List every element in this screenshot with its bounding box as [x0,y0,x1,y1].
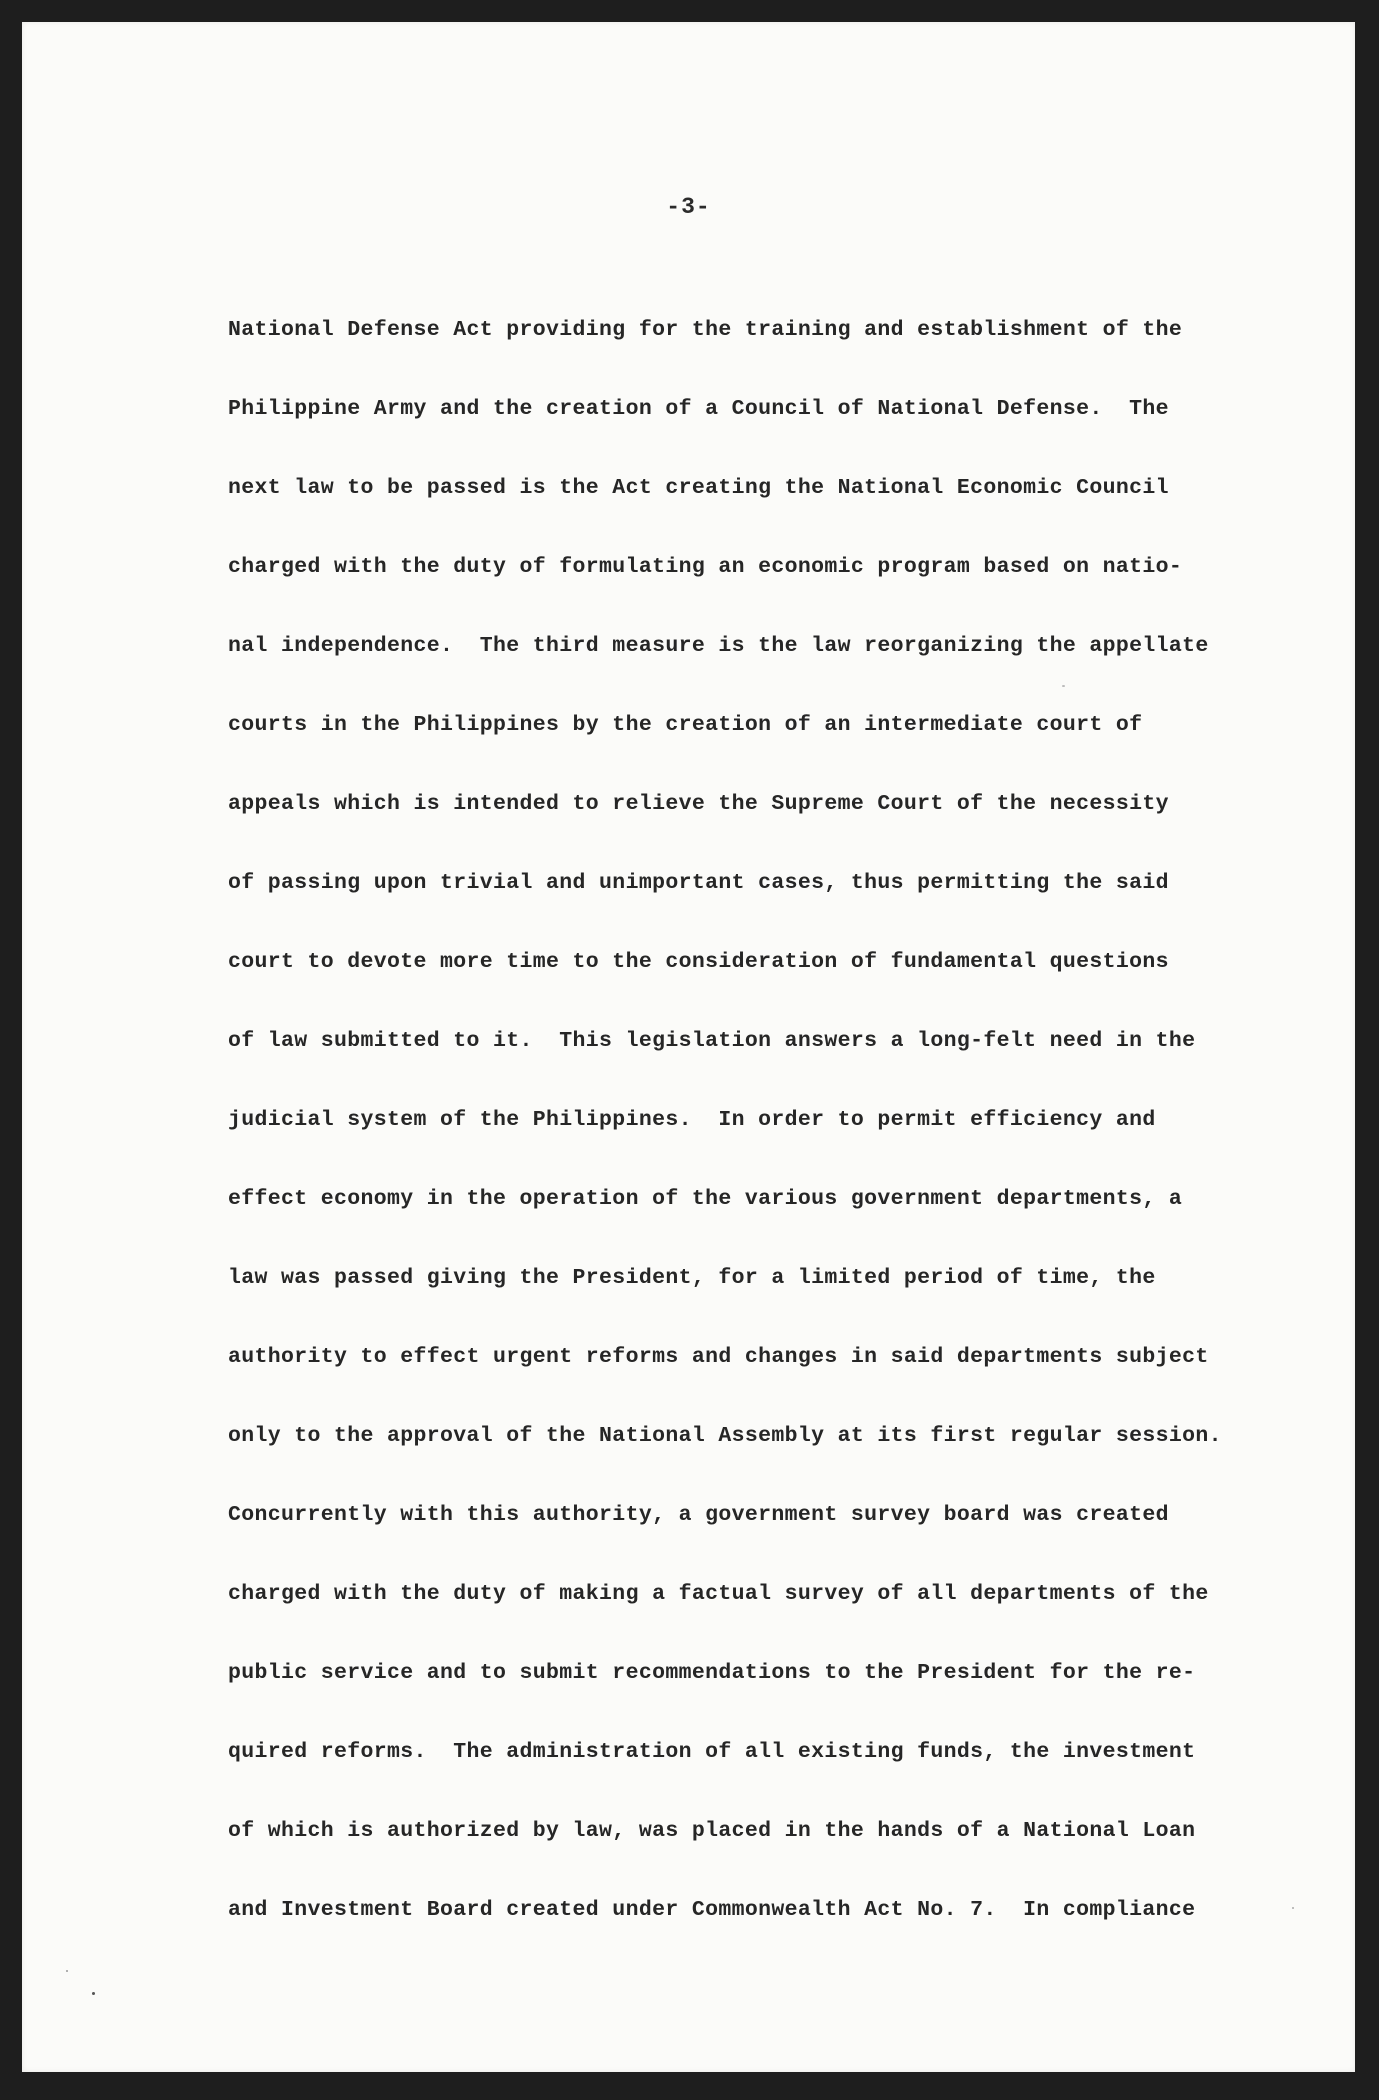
scan-speck [66,1970,68,1972]
page-number: -3- [666,194,711,220]
text-line: and Investment Board created under Commonwealth Act No. 7. In compliance [228,1898,1196,1922]
text-line: courts in the Philippines by the creation of an intermediate court of [228,713,1143,737]
scan-speck [1062,685,1065,687]
text-line: charged with the duty of formulating an economic program based on natio- [228,555,1183,579]
text-line: Philippine Army and the creation of a Council of National Defense. The [228,397,1169,421]
document-page [22,22,1355,2072]
text-line: of passing upon trivial and unimportant cases, thus permitting the said [228,871,1169,895]
text-line: of which is authorized by law, was placed in the hands of a National Loan [228,1819,1196,1843]
text-line: of law submitted to it. This legislation answers a long-felt need in the [228,1029,1196,1053]
text-line: appeals which is intended to relieve the Supreme Court of the necessity [228,792,1169,816]
text-line: Concurrently with this authority, a government survey board was created [228,1503,1169,1527]
text-line: charged with the duty of making a factual survey of all departments of the [228,1582,1209,1606]
text-line: next law to be passed is the Act creating the National Economic Council [228,476,1169,500]
text-line: law was passed giving the President, for a limited period of time, the [228,1266,1156,1290]
scan-speck [1292,1907,1294,1909]
text-line: only to the approval of the National Assembly at its first regular session. [228,1424,1222,1448]
text-line: public service and to submit recommendations to the President for the re- [228,1661,1196,1685]
scan-speck [92,1992,95,1995]
text-line: judicial system of the Philippines. In order to permit efficiency and [228,1108,1156,1132]
body-text [228,318,1238,1977]
text-line: quired reforms. The administration of all existing funds, the investment [228,1740,1196,1764]
text-line: authority to effect urgent reforms and changes in said departments subject [228,1345,1209,1369]
text-line: effect economy in the operation of the various government departments, a [228,1187,1183,1211]
text-line: nal independence. The third measure is the law reorganizing the appellate [228,634,1209,658]
text-line: National Defense Act providing for the training and establishment of the [228,318,1183,342]
text-line: court to devote more time to the consideration of fundamental questions [228,950,1169,974]
